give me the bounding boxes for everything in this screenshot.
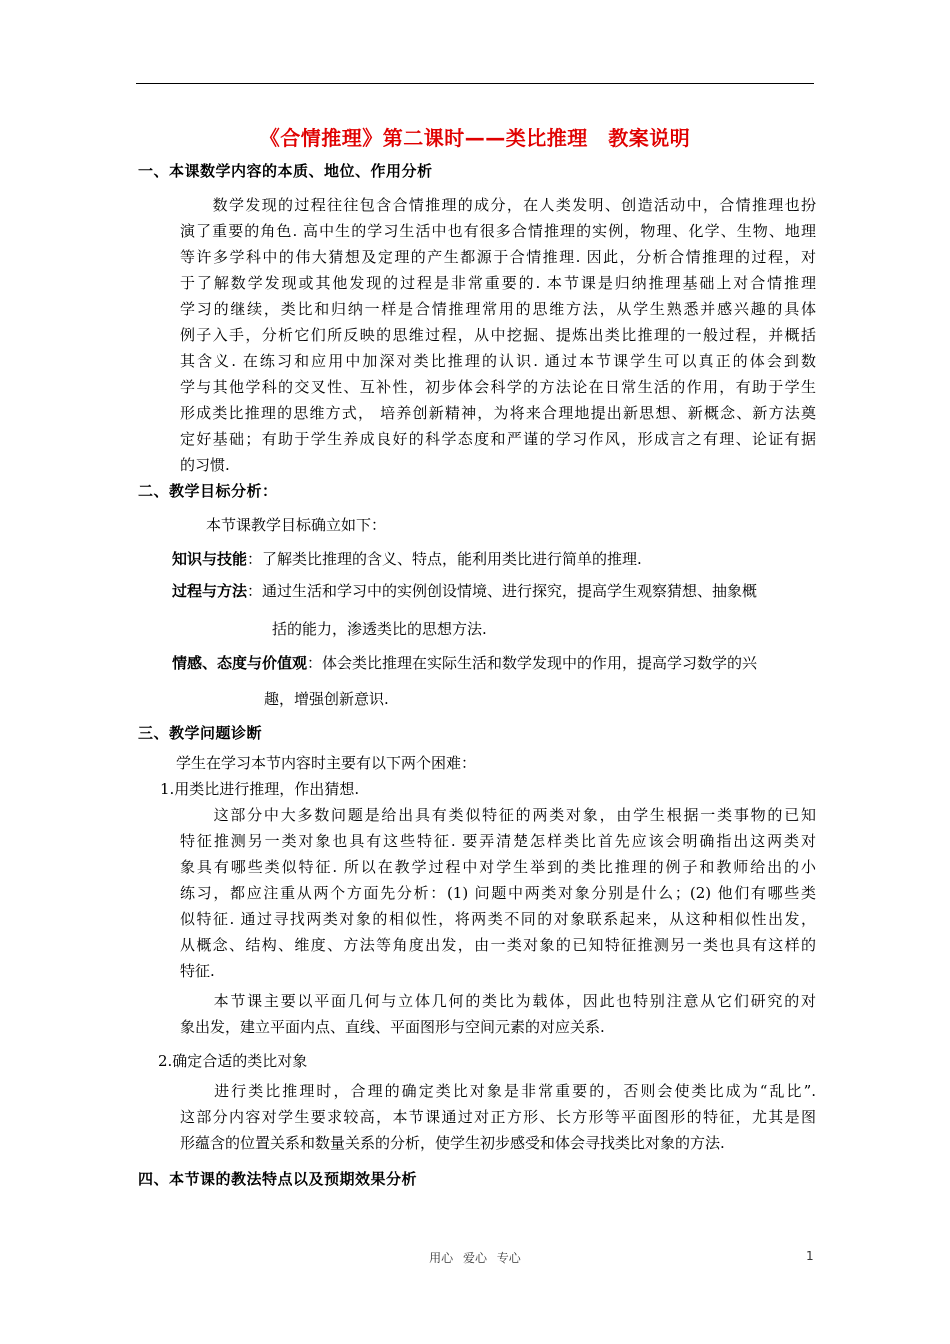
process-method-text-2: 括的能力，渗透类比的思想方法. — [272, 620, 487, 638]
difficulty-1-extra-paragraph — [180, 988, 816, 1040]
text-line: 形蕴含的位置关系和数量关系的分析，使学生初步感受和体会寻找类比对象的方法. — [180, 1134, 725, 1152]
knowledge-skill-label: 知识与技能 — [172, 550, 248, 568]
footer-motto: 用心 爱心 专心 — [429, 1251, 521, 1265]
difficulty-2-paragraph — [180, 1078, 816, 1156]
text-line: 例子入手，分析它们所反映的思维过程，从中挖掘、提炼出类比推理的一般过程，并概括 — [180, 326, 816, 344]
knowledge-skill-text: ：了解类比推理的含义、特点，能利用类比进行简单的推理. — [247, 550, 642, 568]
text-line: 等许多学科中的伟大猜想及定理的产生都源于合情推理. 因此，分析合情推理的过程，对 — [180, 248, 816, 266]
section-2-heading: 二、教学目标分析： — [138, 482, 278, 500]
text-line: 其含义. 在练习和应用中加深对类比推理的认识. 通过本节课学生可以真正的体会到数 — [180, 352, 816, 370]
text-line: 这部分内容对学生要求较高，本节课通过对正方形、长方形等平面图形的特征，尤其是图 — [180, 1108, 816, 1126]
section-4-heading: 四、本节课的教法特点以及预期效果分析 — [138, 1170, 418, 1188]
emotion-attitude-text-2: 趣，增强创新意识. — [264, 690, 389, 708]
text-line: 于了解数学发现或其他发现的过程是非常重要的. 本节课是归纳推理基础上对合情推理 — [180, 274, 816, 292]
text-line: 本节课主要以平面几何与立体几何的类比为载体，因此也特别注意从它们研究的对 — [180, 992, 816, 1010]
text-line: 象具有哪些类似特征. 所以在教学过程中对学生举到的类比推理的例子和教师给出的小 — [180, 858, 816, 876]
section-1-heading: 一、本课数学内容的本质、地位、作用分析 — [138, 162, 433, 180]
difficulties-intro: 学生在学习本节内容时主要有以下两个困难： — [176, 754, 477, 772]
emotion-attitude-text: ：体会类比推理在实际生活和数学发现中的作用，提高学习数学的兴 — [307, 654, 758, 672]
difficulty-1-paragraph — [180, 802, 816, 984]
header-rule — [136, 83, 814, 84]
emotion-attitude-label: 情感、态度与价值观 — [172, 654, 308, 672]
document-title: 《合情推理》第二课时——类比推理 教案说明 — [259, 126, 691, 150]
text-line: 学习的继续，类比和归纳一样是合情推理常用的思维方法，从学生熟悉并感兴趣的具体 — [180, 300, 816, 318]
section-1-paragraph — [180, 192, 816, 478]
text-line: 学与其他学科的交叉性、互补性，初步体会科学的方法论在日常生活的作用，有助于学生 — [180, 378, 816, 396]
process-method-text: ：通过生活和学习中的实例创设情境、进行探究，提高学生观察猜想、抽象概 — [247, 582, 758, 600]
text-line: 似特征. 通过寻找两类对象的相似性，将两类不同的对象联系起来，从这种相似性出发， — [180, 910, 816, 928]
section-3-heading: 三、教学问题诊断 — [138, 724, 263, 742]
process-method-label: 过程与方法 — [172, 582, 248, 600]
difficulty-1-title: 1.用类比进行推理，作出猜想. — [160, 780, 360, 798]
process-method-line — [172, 578, 757, 604]
text-line: 特征. — [180, 962, 215, 980]
text-line: 特征推测另一类对象也具有这些特征. 要弄清楚怎样类比首先应该会明确指出这两类对 — [180, 832, 816, 850]
text-line: 的习惯. — [180, 456, 230, 474]
text-line: 进行类比推理时，合理的确定类比对象是非常重要的，否则会使类比成为“乱比”. — [180, 1082, 816, 1100]
text-line: 练习，都应注重从两个方面先分析：(1) 问题中两类对象分别是什么；(2) 他们有哪些类 — [180, 884, 816, 902]
text-line: 演了重要的角色. 高中生的学习生活中也有很多合情推理的实例，物理、化学、生物、地理 — [180, 222, 816, 240]
knowledge-skill-line — [172, 546, 642, 572]
emotion-attitude-line — [172, 650, 757, 676]
text-line: 形成类比推理的思维方式， 培养创新精神，为将来合理地提出新思想、新概念、新方法奠 — [180, 404, 816, 422]
text-line: 定好基础；有助于学生养成良好的科学态度和严谨的学习作风，形成言之有理、论证有据 — [180, 430, 816, 448]
objectives-intro: 本节课教学目标确立如下： — [206, 516, 387, 534]
text-line: 从概念、结构、维度、方法等角度出发，由一类对象的已知特征推测另一类也具有这样的 — [180, 936, 816, 954]
text-line: 象出发，建立平面内点、直线、平面图形与空间元素的对应关系. — [180, 1018, 605, 1036]
text-line: 数学发现的过程往往包含合情推理的成分，在人类发明、创造活动中，合情推理也扮 — [180, 196, 816, 214]
page-number: 1 — [806, 1249, 814, 1263]
text-line: 这部分中大多数问题是给出具有类似特征的两类对象，由学生根据一类事物的已知 — [180, 806, 816, 824]
difficulty-2-title: 2.确定合适的类比对象 — [158, 1052, 308, 1070]
